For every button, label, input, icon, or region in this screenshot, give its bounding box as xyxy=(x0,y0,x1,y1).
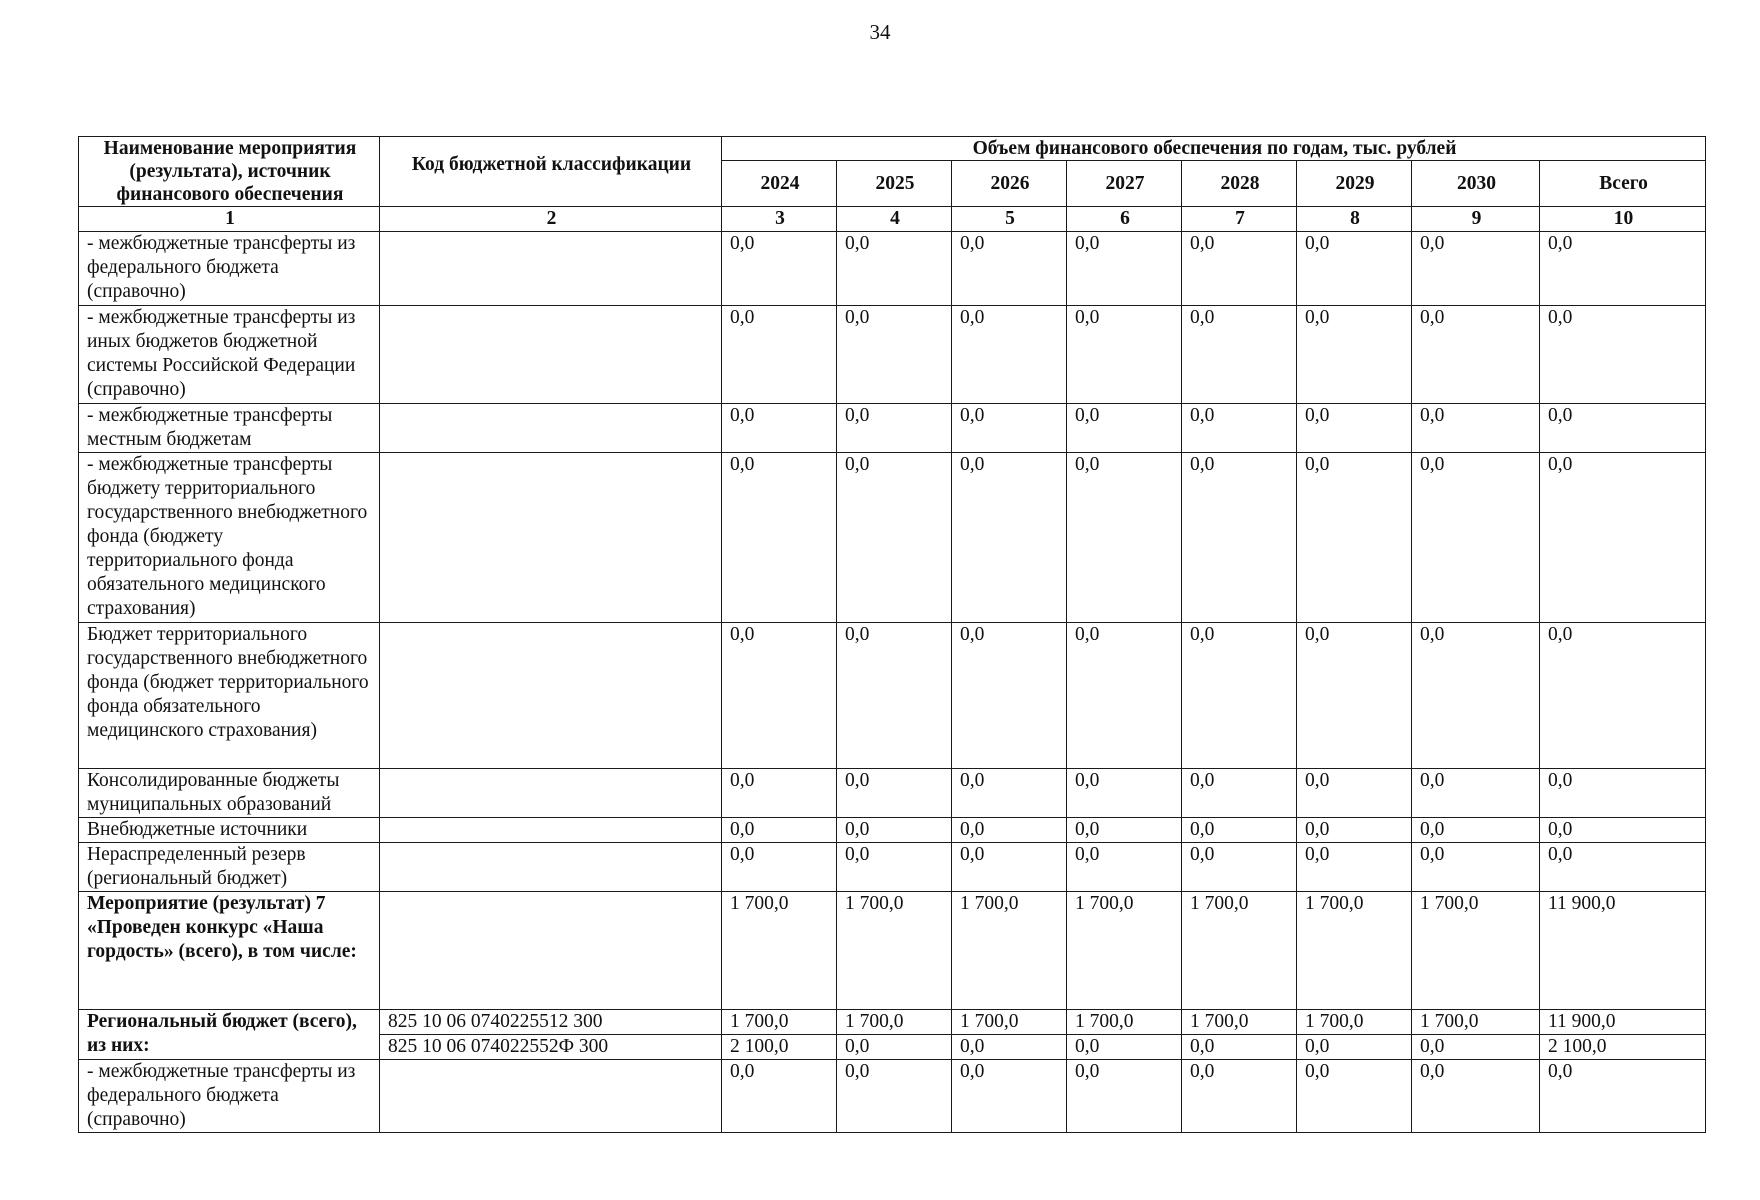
value-cell: 0,0 xyxy=(1067,453,1182,623)
value-cell: 0,0 xyxy=(1412,306,1540,404)
value-cell: 0,0 xyxy=(1067,1035,1182,1060)
value-cell: 0,0 xyxy=(837,623,952,769)
value-cell: 0,0 xyxy=(1412,843,1540,892)
value-cell: 0,0 xyxy=(1297,623,1412,769)
value-cell: 0,0 xyxy=(837,1035,952,1060)
total-cell: 0,0 xyxy=(1540,453,1706,623)
total-cell: 0,0 xyxy=(1540,843,1706,892)
value-cell: 0,0 xyxy=(1182,769,1297,818)
row-name: Нераспределенный резерв (региональный бюджет) xyxy=(79,843,380,892)
row-code xyxy=(380,623,722,769)
value-cell: 0,0 xyxy=(1067,623,1182,769)
value-cell: 0,0 xyxy=(1297,769,1412,818)
header-total: Всего xyxy=(1540,161,1706,207)
value-cell: 0,0 xyxy=(1412,623,1540,769)
table-row xyxy=(79,1060,1706,1133)
table-row xyxy=(79,1010,1706,1035)
column-number: 10 xyxy=(1540,207,1706,232)
value-cell: 0,0 xyxy=(837,1060,952,1133)
column-number: 1 xyxy=(79,207,380,232)
value-cell: 0,0 xyxy=(722,843,837,892)
row-name: - межбюджетные трансферты местным бюджетам xyxy=(79,404,380,453)
table-row xyxy=(79,306,1706,404)
value-cell: 0,0 xyxy=(952,843,1067,892)
column-number: 7 xyxy=(1182,207,1297,232)
row-name: - межбюджетные трансферты из федерального бюджета (справочно) xyxy=(79,232,380,306)
value-cell: 0,0 xyxy=(1067,818,1182,843)
value-cell: 0,0 xyxy=(837,453,952,623)
row-name: - межбюджетные трансферты из иных бюджетов бюджетной системы Российской Федерации (справочно) xyxy=(79,306,380,404)
header-year: 2028 xyxy=(1182,161,1297,207)
value-cell: 0,0 xyxy=(1182,453,1297,623)
row-code xyxy=(380,843,722,892)
value-cell: 0,0 xyxy=(1297,453,1412,623)
column-number: 5 xyxy=(952,207,1067,232)
value-cell: 0,0 xyxy=(1182,843,1297,892)
value-cell: 1 700,0 xyxy=(837,1010,952,1035)
total-cell: 2 100,0 xyxy=(1540,1035,1706,1060)
table-row xyxy=(79,232,1706,306)
row-code xyxy=(380,453,722,623)
value-cell: 0,0 xyxy=(952,769,1067,818)
table-row xyxy=(79,843,1706,892)
value-cell: 0,0 xyxy=(1182,404,1297,453)
value-cell: 0,0 xyxy=(1067,843,1182,892)
value-cell: 1 700,0 xyxy=(952,892,1067,1010)
row-code xyxy=(380,892,722,1010)
value-cell: 1 700,0 xyxy=(722,1010,837,1035)
header-year: 2024 xyxy=(722,161,837,207)
total-cell: 0,0 xyxy=(1540,623,1706,769)
budget-code: 825 10 06 0740225512 300 xyxy=(380,1010,722,1035)
value-cell: 0,0 xyxy=(722,232,837,306)
value-cell: 0,0 xyxy=(1297,306,1412,404)
value-cell: 0,0 xyxy=(837,306,952,404)
value-cell: 0,0 xyxy=(1067,404,1182,453)
value-cell: 1 700,0 xyxy=(1412,892,1540,1010)
column-number: 8 xyxy=(1297,207,1412,232)
value-cell: 0,0 xyxy=(1412,404,1540,453)
row-name: Бюджет территориального государственного внебюджетного фонда (бюджет территориального фонда обязательного медицинского страхования) xyxy=(79,623,380,769)
value-cell: 0,0 xyxy=(1067,1060,1182,1133)
value-cell: 0,0 xyxy=(722,769,837,818)
value-cell: 0,0 xyxy=(1297,843,1412,892)
value-cell: 2 100,0 xyxy=(722,1035,837,1060)
value-cell: 0,0 xyxy=(952,623,1067,769)
header-name: Наименование мероприятия (результата), источник финансового обеспечения xyxy=(79,137,380,207)
value-cell: 0,0 xyxy=(1412,453,1540,623)
value-cell: 0,0 xyxy=(1412,1035,1540,1060)
row-code xyxy=(380,769,722,818)
value-cell: 0,0 xyxy=(1412,1060,1540,1133)
column-number: 3 xyxy=(722,207,837,232)
value-cell: 0,0 xyxy=(722,1060,837,1133)
header-year: 2029 xyxy=(1297,161,1412,207)
total-cell: 0,0 xyxy=(1540,232,1706,306)
value-cell: 1 700,0 xyxy=(1067,1010,1182,1035)
value-cell: 1 700,0 xyxy=(952,1010,1067,1035)
total-cell: 11 900,0 xyxy=(1540,892,1706,1010)
table-row xyxy=(79,453,1706,623)
value-cell: 1 700,0 xyxy=(1182,1010,1297,1035)
value-cell: 0,0 xyxy=(1412,818,1540,843)
table-row xyxy=(79,769,1706,818)
value-cell: 0,0 xyxy=(1182,623,1297,769)
value-cell: 0,0 xyxy=(952,232,1067,306)
value-cell: 0,0 xyxy=(1182,1035,1297,1060)
total-cell: 11 900,0 xyxy=(1540,1010,1706,1035)
row-code xyxy=(380,1060,722,1133)
value-cell: 0,0 xyxy=(837,404,952,453)
value-cell: 0,0 xyxy=(1297,404,1412,453)
value-cell: 1 700,0 xyxy=(837,892,952,1010)
value-cell: 0,0 xyxy=(1067,769,1182,818)
column-number: 9 xyxy=(1412,207,1540,232)
value-cell: 0,0 xyxy=(1297,818,1412,843)
total-cell: 0,0 xyxy=(1540,1060,1706,1133)
value-cell: 0,0 xyxy=(1297,1060,1412,1133)
table-row xyxy=(79,623,1706,769)
column-number: 2 xyxy=(380,207,722,232)
value-cell: 0,0 xyxy=(1182,1060,1297,1133)
value-cell: 1 700,0 xyxy=(1297,892,1412,1010)
value-cell: 0,0 xyxy=(722,453,837,623)
value-cell: 0,0 xyxy=(952,818,1067,843)
value-cell: 0,0 xyxy=(952,453,1067,623)
budget-code: 825 10 06 074022552Ф 300 xyxy=(380,1035,722,1060)
value-cell: 1 700,0 xyxy=(1067,892,1182,1010)
value-cell: 0,0 xyxy=(837,818,952,843)
header-volume: Объем финансового обеспечения по годам, тыс. рублей xyxy=(722,137,1706,161)
row-name: Внебюджетные источники xyxy=(79,818,380,843)
value-cell: 0,0 xyxy=(952,404,1067,453)
value-cell: 1 700,0 xyxy=(1297,1010,1412,1035)
header-code: Код бюджетной классификации xyxy=(380,137,722,207)
value-cell: 0,0 xyxy=(952,1035,1067,1060)
value-cell: 0,0 xyxy=(837,843,952,892)
value-cell: 0,0 xyxy=(1182,818,1297,843)
total-cell: 0,0 xyxy=(1540,404,1706,453)
row-code xyxy=(380,232,722,306)
page-number: 34 xyxy=(869,20,891,44)
table-row xyxy=(79,404,1706,453)
header-year: 2027 xyxy=(1067,161,1182,207)
value-cell: 0,0 xyxy=(1067,232,1182,306)
value-cell: 0,0 xyxy=(722,306,837,404)
header-year: 2030 xyxy=(1412,161,1540,207)
value-cell: 0,0 xyxy=(837,769,952,818)
row-code xyxy=(380,306,722,404)
table-row xyxy=(79,818,1706,843)
value-cell: 0,0 xyxy=(1297,232,1412,306)
column-number: 6 xyxy=(1067,207,1182,232)
row-name: - межбюджетные трансферты из федерального бюджета (справочно) xyxy=(79,1060,380,1133)
value-cell: 0,0 xyxy=(952,306,1067,404)
row-code xyxy=(380,404,722,453)
total-cell: 0,0 xyxy=(1540,769,1706,818)
value-cell: 0,0 xyxy=(1412,232,1540,306)
value-cell: 1 700,0 xyxy=(1412,1010,1540,1035)
value-cell: 0,0 xyxy=(1297,1035,1412,1060)
value-cell: 0,0 xyxy=(1182,232,1297,306)
value-cell: 0,0 xyxy=(1412,769,1540,818)
value-cell: 0,0 xyxy=(722,404,837,453)
value-cell: 0,0 xyxy=(722,623,837,769)
financing-table xyxy=(78,136,1706,1133)
row-code xyxy=(380,818,722,843)
header-year: 2026 xyxy=(952,161,1067,207)
total-cell: 0,0 xyxy=(1540,818,1706,843)
column-number: 4 xyxy=(837,207,952,232)
row-name: Консолидированные бюджеты муниципальных образований xyxy=(79,769,380,818)
value-cell: 1 700,0 xyxy=(722,892,837,1010)
value-cell: 1 700,0 xyxy=(1182,892,1297,1010)
value-cell: 0,0 xyxy=(952,1060,1067,1133)
value-cell: 0,0 xyxy=(1182,306,1297,404)
value-cell: 0,0 xyxy=(722,818,837,843)
activity-name: Мероприятие (результат) 7 «Проведен конкурс «Наша гордость» (всего), в том числе: xyxy=(79,892,380,1010)
row-name: - межбюджетные трансферты бюджету территориального государственного внебюджетного фонда (бюджету территориального фонда обязательного медицинского страхования) xyxy=(79,453,380,623)
table-row xyxy=(79,892,1706,1010)
value-cell: 0,0 xyxy=(837,232,952,306)
header-year: 2025 xyxy=(837,161,952,207)
regional-budget-name: Региональный бюджет (всего), из них: xyxy=(79,1010,380,1060)
value-cell: 0,0 xyxy=(1067,306,1182,404)
total-cell: 0,0 xyxy=(1540,306,1706,404)
